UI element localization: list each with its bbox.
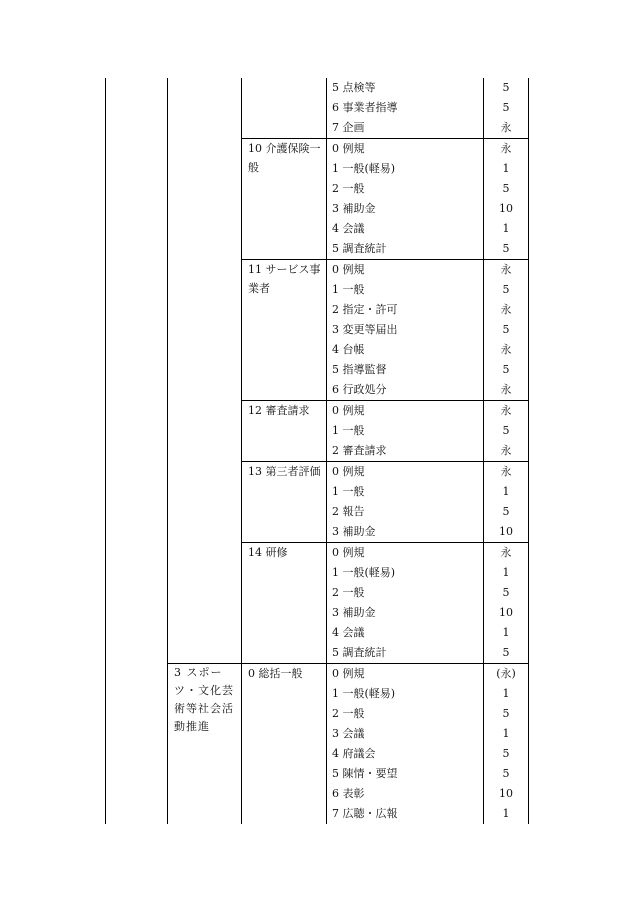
category-minor-cell [327,320,484,340]
category-minor-cell [327,684,484,704]
category-minor-cell [327,179,484,199]
category-minor-label: 2 一般 [332,182,365,195]
retention-period-value: 10 [499,525,513,538]
retention-period-value: 5 [502,505,510,518]
category-minor-cell [327,482,484,502]
category-minor-cell [327,199,484,219]
retention-period-value: 永 [500,121,512,134]
retention-period-value: 1 [502,687,510,700]
table-body [106,78,529,824]
category-minor-label: 1 一般 [332,485,365,498]
category-minor-cell [327,563,484,583]
category-minor-label: 5 調査統計 [332,242,387,255]
category-middle-cell [242,462,327,543]
category-minor-label: 6 事業者指導 [332,101,398,114]
category-minor-cell [327,300,484,320]
category-middle-cell [242,260,327,401]
retention-period-cell [484,441,529,462]
category-minor-cell [327,78,484,98]
category-middle-cell [242,543,327,664]
retention-period-value: 10 [499,606,513,619]
retention-period-cell [484,684,529,704]
retention-period-value: 5 [502,101,510,114]
retention-period-value: 1 [502,485,510,498]
retention-period-value: 永 [500,465,512,478]
retention-period-cell [484,98,529,118]
category-minor-cell [327,543,484,564]
category-minor-label: 1 一般 [332,424,365,437]
category-minor-label: 0 例規 [332,142,365,155]
category-middle-label: 14 研修 [248,546,288,559]
retention-period-cell [484,219,529,239]
retention-period-cell [484,522,529,543]
category-minor-label: 4 府議会 [332,747,376,760]
category-minor-cell [327,643,484,664]
category-major-cell [168,664,242,825]
category-minor-cell [327,603,484,623]
category-minor-label: 2 一般 [332,707,365,720]
retention-period-cell [484,764,529,784]
retention-period-value: 1 [502,807,510,820]
category-minor-label: 5 調査統計 [332,646,387,659]
category-minor-label: 3 補助金 [332,606,376,619]
retention-period-value: 永 [500,444,512,457]
category-minor-cell [327,98,484,118]
category-minor-label: 2 指定・許可 [332,303,398,316]
category-minor-label: 0 例規 [332,546,365,559]
retention-period-value: 1 [502,222,510,235]
category-middle-label: 11 サービス事業者 [248,263,321,295]
category-minor-label: 5 点検等 [332,81,376,94]
category-minor-cell [327,764,484,784]
retention-period-cell [484,664,529,685]
category-middle-label: 10 介護保険一般 [248,142,321,174]
retention-period-cell [484,421,529,441]
category-minor-cell [327,744,484,764]
retention-period-cell [484,462,529,483]
category-minor-cell [327,704,484,724]
category-minor-cell [327,784,484,804]
retention-period-value: 1 [502,162,510,175]
retention-period-value: 5 [502,707,510,720]
retention-period-cell [484,159,529,179]
retention-period-value: 1 [502,727,510,740]
category-middle-cell [242,664,327,825]
category-minor-label: 6 行政処分 [332,383,387,396]
category-minor-cell [327,664,484,685]
retention-period-cell [484,583,529,603]
retention-period-value: 10 [499,787,513,800]
retention-period-cell [484,543,529,564]
retention-period-value: (永) [496,667,516,680]
retention-period-cell [484,704,529,724]
retention-period-value: 5 [502,586,510,599]
retention-period-cell [484,280,529,300]
category-minor-label: 3 変更等届出 [332,323,398,336]
retention-period-cell [484,320,529,340]
retention-period-cell [484,804,529,824]
retention-period-value: 永 [500,303,512,316]
category-minor-label: 3 会議 [332,727,365,740]
category-minor-label: 2 一般 [332,586,365,599]
retention-period-cell [484,239,529,260]
category-minor-cell [327,118,484,139]
category-minor-label: 0 例規 [332,263,365,276]
retention-period-cell [484,784,529,804]
category-minor-cell [327,724,484,744]
category-minor-label: 3 補助金 [332,202,376,215]
category-minor-cell [327,522,484,543]
category-minor-cell [327,239,484,260]
retention-period-cell [484,380,529,401]
retention-period-cell [484,643,529,664]
category-middle-label: 12 審査請求 [248,404,310,417]
category-major-cell [168,78,242,664]
category-minor-label: 2 報告 [332,505,365,518]
retention-period-value: 1 [502,626,510,639]
category-minor-label: 1 一般(軽易) [332,687,396,700]
retention-period-value: 永 [500,142,512,155]
retention-period-cell [484,360,529,380]
retention-period-value: 1 [502,566,510,579]
retention-period-cell [484,563,529,583]
category-minor-label: 7 広聴・広報 [332,807,398,820]
retention-period-cell [484,260,529,281]
category-minor-cell [327,623,484,643]
retention-period-cell [484,502,529,522]
retention-period-cell [484,623,529,643]
category-large-cell [106,78,168,824]
category-minor-label: 4 会議 [332,626,365,639]
category-minor-cell [327,401,484,422]
category-middle-label: 13 第三者評価 [248,465,321,478]
retention-period-cell [484,139,529,160]
category-minor-label: 4 会議 [332,222,365,235]
category-minor-cell [327,159,484,179]
category-major-label: 3 スポーツ・文化芸術等社会活動推進 [174,666,234,733]
retention-period-value: 永 [500,343,512,356]
table-row [106,78,529,98]
category-minor-label: 0 例規 [332,404,365,417]
retention-period-value: 5 [502,767,510,780]
category-minor-cell [327,219,484,239]
retention-period-cell [484,744,529,764]
retention-period-value: 5 [502,242,510,255]
retention-period-value: 5 [502,283,510,296]
category-minor-cell [327,441,484,462]
category-minor-label: 5 指導監督 [332,363,387,376]
category-minor-cell [327,280,484,300]
category-minor-cell [327,360,484,380]
retention-period-value: 5 [502,182,510,195]
retention-period-cell [484,300,529,320]
category-minor-cell [327,462,484,483]
retention-period-cell [484,603,529,623]
retention-schedule-table [105,78,529,824]
category-minor-cell [327,421,484,441]
category-minor-cell [327,260,484,281]
category-minor-label: 1 一般 [332,283,365,296]
category-minor-label: 4 台帳 [332,343,365,356]
category-minor-label: 3 補助金 [332,525,376,538]
retention-period-cell [484,340,529,360]
category-minor-cell [327,380,484,401]
category-middle-cell [242,401,327,462]
retention-period-value: 永 [500,546,512,559]
retention-period-cell [484,199,529,219]
category-minor-label: 0 例規 [332,465,365,478]
category-minor-label: 0 例規 [332,667,365,680]
retention-period-cell [484,724,529,744]
retention-period-value: 5 [502,81,510,94]
retention-period-value: 10 [499,202,513,215]
category-minor-cell [327,804,484,824]
retention-period-value: 永 [500,263,512,276]
retention-period-cell [484,401,529,422]
retention-period-cell [484,482,529,502]
retention-period-value: 5 [502,323,510,336]
retention-period-value: 5 [502,424,510,437]
category-minor-cell [327,583,484,603]
category-minor-label: 2 審査請求 [332,444,387,457]
category-middle-cell [242,78,327,139]
retention-period-cell [484,78,529,98]
retention-period-value: 永 [500,383,512,396]
table-row [106,664,529,685]
category-middle-label: 0 総括一般 [248,667,303,680]
category-minor-label: 1 一般(軽易) [332,566,396,579]
retention-period-cell [484,118,529,139]
category-minor-label: 5 陳情・要望 [332,767,398,780]
category-minor-cell [327,340,484,360]
category-minor-cell [327,502,484,522]
category-minor-label: 6 表彰 [332,787,365,800]
retention-period-value: 5 [502,747,510,760]
category-minor-label: 1 一般(軽易) [332,162,396,175]
category-minor-cell [327,139,484,160]
category-middle-cell [242,139,327,260]
retention-period-cell [484,179,529,199]
retention-period-value: 5 [502,646,510,659]
retention-period-value: 永 [500,404,512,417]
retention-period-value: 5 [502,363,510,376]
category-minor-label: 7 企画 [332,121,365,134]
